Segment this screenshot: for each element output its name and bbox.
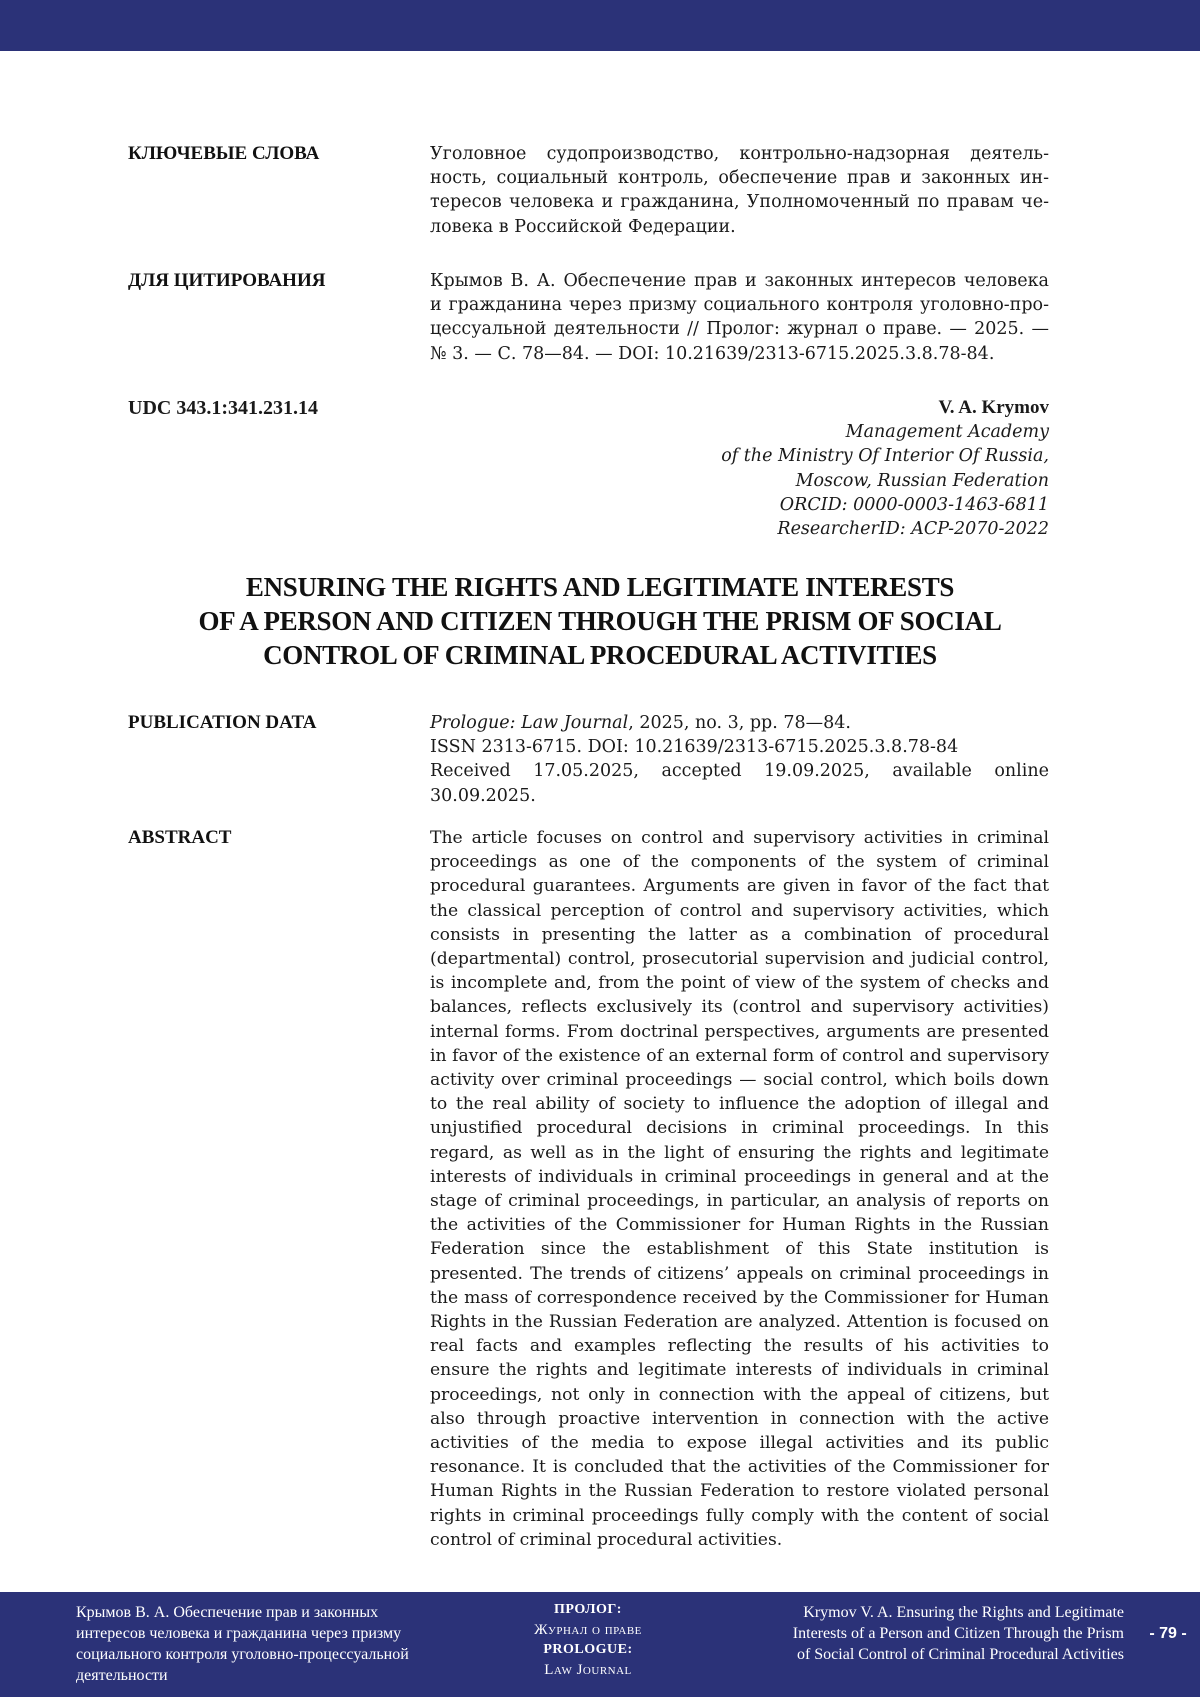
keywords-text xyxy=(430,142,1049,239)
keywords-line: ность, социальный контроль, обеспечение прав и законных ин- xyxy=(430,168,1049,189)
author-orcid: ORCID: 0000-0003-1463-6811 xyxy=(779,494,1049,515)
keywords-line: ловека в Российской Федерации. xyxy=(430,216,736,237)
header-bar xyxy=(0,0,1200,51)
abstract-text xyxy=(430,826,1049,1552)
publication-dates-end: 30.09.2025. xyxy=(430,785,536,806)
publication-journal-line xyxy=(430,711,1049,735)
citation-line: № 3. — С. 78—84. — DOI: 10.21639/2313-6715.2025.3.8.78-84. xyxy=(430,343,995,364)
article-title xyxy=(100,570,1100,672)
footer-en-line: Interests of a Person and Citizen Through the Prism xyxy=(792,1625,1124,1642)
keywords-line: тересов человека и гражданина, Уполномоченный по правам че- xyxy=(430,192,1049,213)
journal-name: Prologue: Law Journal xyxy=(430,713,629,733)
author-name: V. A. Krymov xyxy=(938,397,1049,418)
publication-dates: Received 17.05.2025, accepted 19.09.2025, available online xyxy=(430,761,1049,782)
keywords-label: КЛЮЧЕВЫЕ СЛОВА xyxy=(128,143,320,164)
author-researcher-id: ResearcherID: ACP-2070-2022 xyxy=(777,519,1049,540)
author-block xyxy=(600,396,1049,541)
footer-ru-line: деятельности xyxy=(76,1667,168,1684)
journal-title-en: PROLOGUE: xyxy=(543,1642,633,1657)
journal-issue: , 2025, no. 3, pp. 78—84. xyxy=(628,713,851,733)
footer-en-line: Krymov V. A. Ensuring the Rights and Legitimate xyxy=(803,1604,1124,1621)
citation-line: и гражданина через призму социального контроля уголовно-про- xyxy=(430,295,1049,316)
abstract-label: ABSTRACT xyxy=(128,827,232,848)
journal-subtitle-en: Law Journal xyxy=(544,1662,632,1678)
citation-label: ДЛЯ ЦИТИРОВАНИЯ xyxy=(128,270,326,291)
publication-text xyxy=(430,711,1049,808)
citation-text xyxy=(430,269,1049,366)
footer-ru-line: Крымов В. А. Обеспечение прав и законных xyxy=(76,1604,379,1621)
publication-label: PUBLICATION DATA xyxy=(128,712,317,733)
author-affiliation-line: Management Academy xyxy=(845,422,1049,443)
footer-bar xyxy=(0,1592,1200,1697)
abstract-paragraph: The article focuses on control and supervisory activities in criminal proceedings as one of the components of the system of criminal procedural guarantees. Arguments are given in favor of the fact that the classical perception of control and supervisory activities, which consists in presenting the latter as a combination of procedural (departmental) control, prosecutorial supervision and judicial control, is incomplete and, from the point of view of the system of checks and balances, reflects exclusively its (control and supervisory activities) internal forms. From doctrinal perspectives, arguments are presented in favor of the existence of an external form of control and supervisory activity over criminal proceedings — social control, which boils down to the real ability of society to influence the adoption of illegal and unjustified procedural decisions in criminal proceedings. In this regard, as well as in the light of ensuring the rights and legitimate interests of individuals in criminal proceedings in general and at the stage of criminal proceedings, in particular, an analysis of reports on the activities of the Commissioner for Human Rights in the Russian Federation since the establishment of this State institution is presented. The trends of citizens’ appeals on criminal proceedings in the mass of correspondence received by the Commissioner for Human Rights in the Russian Federation are analyzed. Attention is focused on real facts and examples reflecting the results of his activities to ensure the rights and legitimate interests of individuals in criminal proceedings, not only in connection with the appeal of citizens, but also through proactive intervention in connection with the active activities of the media to expose illegal activities and its public resonance. It is concluded that the activities of the Commissioner for Human Rights in the Russian Federation to restore violated personal rights in criminal proceedings fully comply with the content of social control of criminal procedural activities. xyxy=(430,828,1049,1550)
footer-journal-name xyxy=(488,1600,688,1680)
footer-ru-line: социального контроля уголовно-процессуальной xyxy=(76,1646,409,1663)
title-line: OF A PERSON AND CITIZEN THROUGH THE PRISM OF SOCIAL xyxy=(198,606,1002,636)
author-affiliation-line: Moscow, Russian Federation xyxy=(795,470,1049,491)
citation-line: цессуальной деятельности // Пролог: журнал о праве. — 2025. — xyxy=(430,319,1049,340)
footer-en-line: of Social Control of Criminal Procedural Activities xyxy=(796,1646,1124,1663)
author-affiliation-line: of the Ministry Of Interior Of Russia, xyxy=(721,446,1049,467)
citation-line: Крымов В. А. Обеспечение прав и законных интересов человека xyxy=(430,271,1049,291)
title-line: ENSURING THE RIGHTS AND LEGITIMATE INTERESTS xyxy=(245,572,955,602)
footer-citation-ru xyxy=(76,1602,476,1686)
keywords-line: Уголовное судопроизводство, контрольно-надзорная деятель- xyxy=(430,144,1049,164)
footer-citation-en xyxy=(700,1602,1124,1665)
publication-issn-doi: ISSN 2313-6715. DOI: 10.21639/2313-6715.2025.3.8.78-84 xyxy=(430,737,959,758)
title-line: CONTROL OF CRIMINAL PROCEDURAL ACTIVITIES xyxy=(263,640,937,670)
journal-title-ru: ПРОЛОГ: xyxy=(554,1602,622,1617)
udc-code: UDC 343.1:341.231.14 xyxy=(128,397,318,419)
footer-ru-line: интересов человека и гражданина через призму xyxy=(76,1625,402,1642)
page-number: - 79 - xyxy=(1149,1625,1187,1642)
journal-subtitle-ru: Журнал о праве xyxy=(534,1622,642,1638)
